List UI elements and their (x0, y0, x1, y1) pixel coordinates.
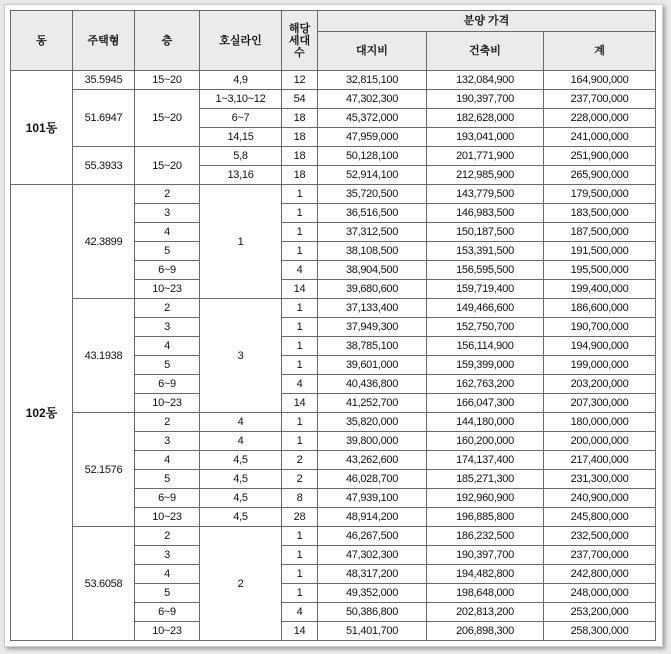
building-price-cell: 160,200,000 (427, 432, 544, 451)
units-cell: 1 (282, 546, 318, 565)
building-price-cell: 156,595,500 (427, 261, 544, 280)
floor-cell: 4 (135, 223, 200, 242)
floor-cell: 10~23 (135, 622, 200, 641)
building-price-cell: 194,482,800 (427, 565, 544, 584)
table-row (11, 527, 656, 546)
header-total: 계 (544, 32, 656, 71)
line-cell: 4 (200, 432, 282, 451)
total-price-cell: 194,900,000 (544, 337, 656, 356)
land-price-cell: 32,815,100 (318, 71, 427, 90)
table-body (11, 71, 656, 641)
total-price-cell: 164,900,000 (544, 71, 656, 90)
line-cell: 4,5 (200, 451, 282, 470)
units-cell: 1 (282, 565, 318, 584)
house-type-cell: 53.6058 (73, 527, 135, 641)
line-cell: 4,9 (200, 71, 282, 90)
floor-cell: 5 (135, 470, 200, 489)
building-price-cell: 201,771,900 (427, 147, 544, 166)
units-cell: 1 (282, 318, 318, 337)
land-price-cell: 39,680,600 (318, 280, 427, 299)
document-frame (4, 4, 663, 647)
units-cell: 54 (282, 90, 318, 109)
header-units-3: 수 (294, 46, 305, 59)
total-price-cell: 241,000,000 (544, 128, 656, 147)
land-price-cell: 43,262,600 (318, 451, 427, 470)
floor-cell: 4 (135, 337, 200, 356)
line-cell: 4,5 (200, 489, 282, 508)
header-building: 건축비 (427, 32, 544, 71)
floor-cell: 3 (135, 432, 200, 451)
header-units (282, 11, 318, 71)
units-cell: 14 (282, 622, 318, 641)
floor-cell: 6~9 (135, 375, 200, 394)
building-price-cell: 156,114,900 (427, 337, 544, 356)
floor-cell: 3 (135, 318, 200, 337)
total-price-cell: 242,800,000 (544, 565, 656, 584)
floor-cell: 2 (135, 527, 200, 546)
total-price-cell: 200,000,000 (544, 432, 656, 451)
floor-cell: 2 (135, 413, 200, 432)
land-price-cell: 51,401,700 (318, 622, 427, 641)
table-row (11, 413, 656, 432)
building-price-cell: 190,397,700 (427, 546, 544, 565)
units-cell: 18 (282, 147, 318, 166)
table-row (11, 185, 656, 204)
land-price-cell: 35,820,000 (318, 413, 427, 432)
total-price-cell: 258,300,000 (544, 622, 656, 641)
total-price-cell: 265,900,000 (544, 166, 656, 185)
floor-cell: 10~23 (135, 280, 200, 299)
land-price-cell: 35,720,500 (318, 185, 427, 204)
house-type-cell: 52.1576 (73, 413, 135, 527)
header-price-group: 분양 가격 (318, 11, 656, 32)
building-price-cell: 185,271,300 (427, 470, 544, 489)
units-cell: 1 (282, 356, 318, 375)
total-price-cell: 248,000,000 (544, 584, 656, 603)
line-cell: 4,5 (200, 470, 282, 489)
total-price-cell: 187,500,000 (544, 223, 656, 242)
land-price-cell: 36,516,500 (318, 204, 427, 223)
dong-cell: 102동 (11, 185, 73, 641)
dong-cell: 101동 (11, 71, 73, 185)
land-price-cell: 45,372,000 (318, 109, 427, 128)
floor-cell: 5 (135, 242, 200, 261)
line-cell: 4 (200, 413, 282, 432)
header-floor: 층 (135, 11, 200, 71)
building-price-cell: 146,983,500 (427, 204, 544, 223)
land-price-cell: 47,959,000 (318, 128, 427, 147)
header-units-1: 해당 (288, 22, 311, 35)
floor-cell: 4 (135, 451, 200, 470)
total-price-cell: 231,300,000 (544, 470, 656, 489)
building-price-cell: 196,885,800 (427, 508, 544, 527)
total-price-cell: 207,300,000 (544, 394, 656, 413)
building-price-cell: 212,985,900 (427, 166, 544, 185)
total-price-cell: 190,700,000 (544, 318, 656, 337)
units-cell: 18 (282, 128, 318, 147)
total-price-cell: 191,500,000 (544, 242, 656, 261)
building-price-cell: 190,397,700 (427, 90, 544, 109)
total-price-cell: 183,500,000 (544, 204, 656, 223)
line-cell: 6~7 (200, 109, 282, 128)
header-house-type: 주택형 (73, 11, 135, 71)
building-price-cell: 162,763,200 (427, 375, 544, 394)
total-price-cell: 251,900,000 (544, 147, 656, 166)
floor-cell: 15~20 (135, 147, 200, 185)
units-cell: 1 (282, 204, 318, 223)
floor-cell: 10~23 (135, 508, 200, 527)
building-price-cell: 193,041,000 (427, 128, 544, 147)
units-cell: 1 (282, 242, 318, 261)
total-price-cell: 245,800,000 (544, 508, 656, 527)
building-price-cell: 150,187,500 (427, 223, 544, 242)
units-cell: 14 (282, 394, 318, 413)
building-price-cell: 152,750,700 (427, 318, 544, 337)
units-cell: 14 (282, 280, 318, 299)
units-cell: 2 (282, 470, 318, 489)
line-cell: 4,5 (200, 508, 282, 527)
total-price-cell: 186,600,000 (544, 299, 656, 318)
units-cell: 12 (282, 71, 318, 90)
total-price-cell: 232,500,000 (544, 527, 656, 546)
floor-cell: 5 (135, 356, 200, 375)
units-cell: 1 (282, 584, 318, 603)
land-price-cell: 49,352,000 (318, 584, 427, 603)
land-price-cell: 48,317,200 (318, 565, 427, 584)
total-price-cell: 228,000,000 (544, 109, 656, 128)
units-cell: 18 (282, 166, 318, 185)
land-price-cell: 48,914,200 (318, 508, 427, 527)
total-price-cell: 237,700,000 (544, 546, 656, 565)
total-price-cell: 240,900,000 (544, 489, 656, 508)
total-price-cell: 203,200,000 (544, 375, 656, 394)
land-price-cell: 37,133,400 (318, 299, 427, 318)
header-dong: 동 (11, 11, 73, 71)
building-price-cell: 159,399,000 (427, 356, 544, 375)
building-price-cell: 132,084,900 (427, 71, 544, 90)
table-row (11, 90, 656, 109)
units-cell: 1 (282, 299, 318, 318)
land-price-cell: 38,904,500 (318, 261, 427, 280)
house-type-cell: 55.3933 (73, 147, 135, 185)
line-cell: 1~3,10~12 (200, 90, 282, 109)
land-price-cell: 47,302,300 (318, 546, 427, 565)
total-price-cell: 237,700,000 (544, 90, 656, 109)
total-price-cell: 199,000,000 (544, 356, 656, 375)
floor-cell: 3 (135, 204, 200, 223)
building-price-cell: 149,466,600 (427, 299, 544, 318)
building-price-cell: 186,232,500 (427, 527, 544, 546)
building-price-cell: 198,648,000 (427, 584, 544, 603)
building-price-cell: 159,719,400 (427, 280, 544, 299)
floor-cell: 4 (135, 565, 200, 584)
floor-cell: 15~20 (135, 71, 200, 90)
line-cell: 13,16 (200, 166, 282, 185)
building-price-cell: 143,779,500 (427, 185, 544, 204)
total-price-cell: 180,000,000 (544, 413, 656, 432)
house-type-cell: 42.3899 (73, 185, 135, 299)
land-price-cell: 50,386,800 (318, 603, 427, 622)
building-price-cell: 192,960,900 (427, 489, 544, 508)
total-price-cell: 199,400,000 (544, 280, 656, 299)
line-cell: 5,8 (200, 147, 282, 166)
units-cell: 1 (282, 185, 318, 204)
land-price-cell: 39,601,000 (318, 356, 427, 375)
total-price-cell: 179,500,000 (544, 185, 656, 204)
units-cell: 8 (282, 489, 318, 508)
units-cell: 1 (282, 527, 318, 546)
units-cell: 1 (282, 432, 318, 451)
header-line: 호실라인 (200, 11, 282, 71)
house-type-cell: 43.1938 (73, 299, 135, 413)
land-price-cell: 37,949,300 (318, 318, 427, 337)
table-row (11, 147, 656, 166)
floor-cell: 6~9 (135, 489, 200, 508)
total-price-cell: 253,200,000 (544, 603, 656, 622)
land-price-cell: 41,252,700 (318, 394, 427, 413)
line-cell: 2 (200, 527, 282, 641)
units-cell: 4 (282, 261, 318, 280)
building-price-cell: 206,898,300 (427, 622, 544, 641)
building-price-cell: 174,137,400 (427, 451, 544, 470)
floor-cell: 5 (135, 584, 200, 603)
floor-cell: 6~9 (135, 261, 200, 280)
floor-cell: 6~9 (135, 603, 200, 622)
units-cell: 4 (282, 375, 318, 394)
land-price-cell: 47,939,100 (318, 489, 427, 508)
table-header (11, 11, 656, 71)
house-type-cell: 51.6947 (73, 90, 135, 147)
header-units-2: 세대 (288, 34, 311, 47)
units-cell: 2 (282, 451, 318, 470)
units-cell: 4 (282, 603, 318, 622)
land-price-cell: 39,800,000 (318, 432, 427, 451)
building-price-cell: 144,180,000 (427, 413, 544, 432)
land-price-cell: 50,128,100 (318, 147, 427, 166)
land-price-cell: 52,914,100 (318, 166, 427, 185)
line-cell: 3 (200, 299, 282, 413)
land-price-cell: 37,312,500 (318, 223, 427, 242)
land-price-cell: 46,267,500 (318, 527, 427, 546)
header-land: 대지비 (318, 32, 427, 71)
floor-cell: 2 (135, 185, 200, 204)
building-price-cell: 202,813,200 (427, 603, 544, 622)
units-cell: 18 (282, 109, 318, 128)
land-price-cell: 47,302,300 (318, 90, 427, 109)
total-price-cell: 217,400,000 (544, 451, 656, 470)
land-price-cell: 46,028,700 (318, 470, 427, 489)
house-type-cell: 35.5945 (73, 71, 135, 90)
floor-cell: 15~20 (135, 90, 200, 147)
land-price-cell: 40,436,800 (318, 375, 427, 394)
floor-cell: 10~23 (135, 394, 200, 413)
units-cell: 1 (282, 223, 318, 242)
land-price-cell: 38,108,500 (318, 242, 427, 261)
units-cell: 1 (282, 337, 318, 356)
price-table (10, 10, 656, 641)
building-price-cell: 166,047,300 (427, 394, 544, 413)
table-row (11, 71, 656, 90)
units-cell: 1 (282, 413, 318, 432)
land-price-cell: 38,785,100 (318, 337, 427, 356)
building-price-cell: 153,391,500 (427, 242, 544, 261)
units-cell: 28 (282, 508, 318, 527)
floor-cell: 2 (135, 299, 200, 318)
total-price-cell: 195,500,000 (544, 261, 656, 280)
floor-cell: 3 (135, 546, 200, 565)
line-cell: 14,15 (200, 128, 282, 147)
line-cell: 1 (200, 185, 282, 299)
building-price-cell: 182,628,000 (427, 109, 544, 128)
table-row (11, 299, 656, 318)
